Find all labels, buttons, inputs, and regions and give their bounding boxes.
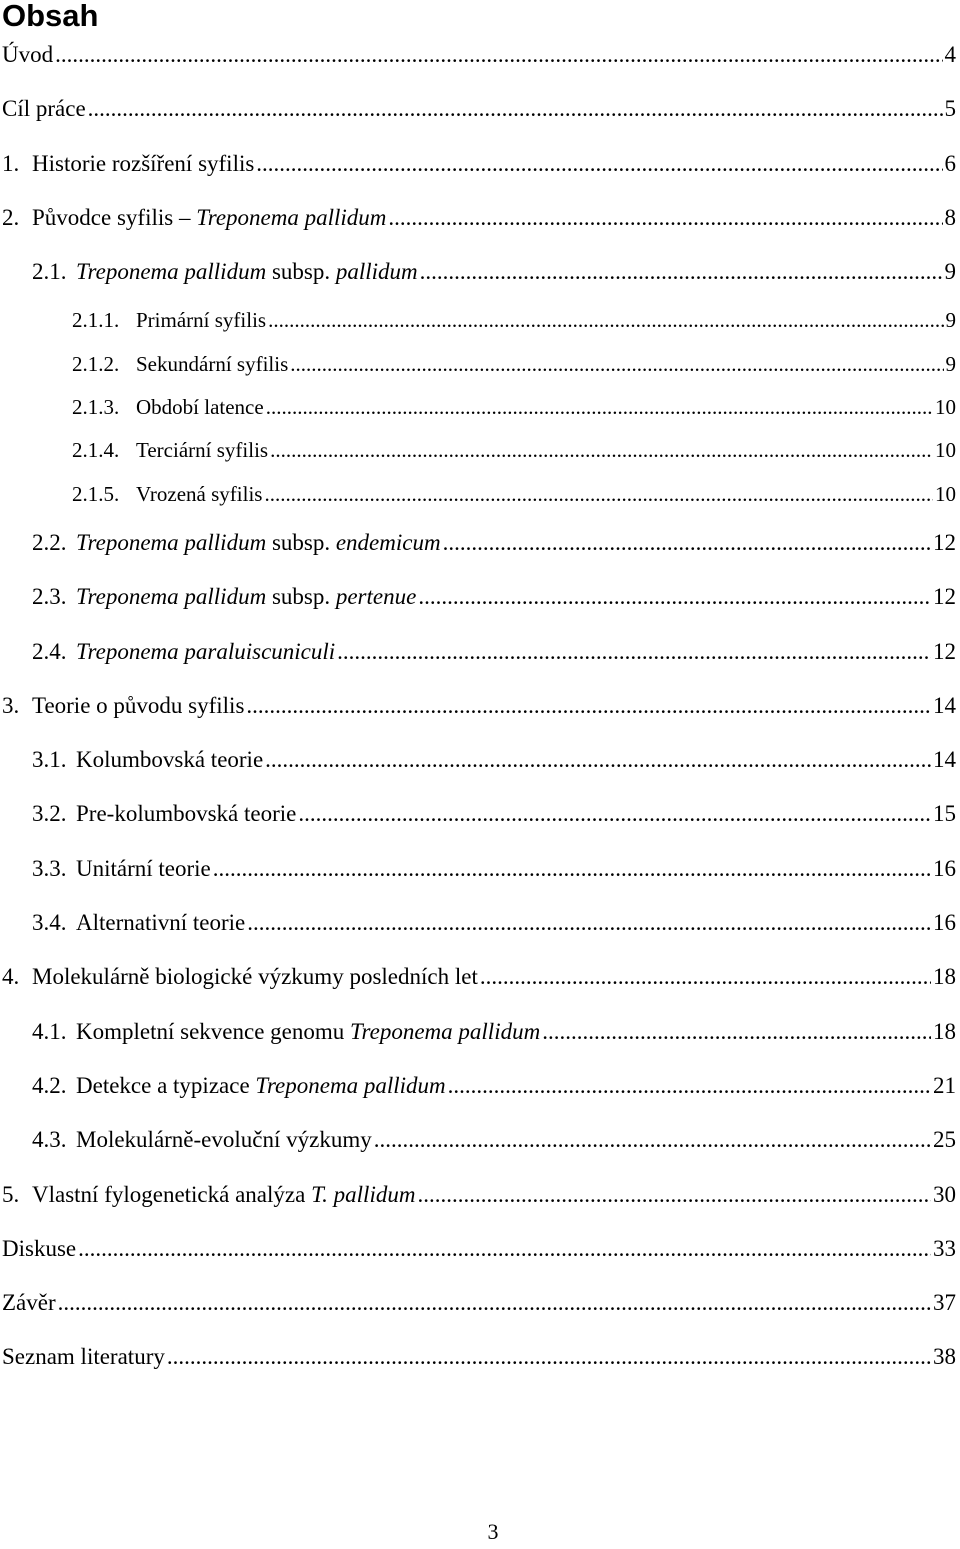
toc-entry-page: 12 [933, 516, 960, 570]
toc-entry[interactable] [0, 386, 960, 429]
toc-entry-text: T. pallidum [311, 1182, 415, 1207]
toc-dot-leader [55, 28, 942, 82]
toc-entry[interactable] [0, 191, 960, 245]
toc-dot-leader [213, 842, 931, 896]
toc-entry[interactable] [0, 896, 960, 950]
toc-entry-number: 4.1. [32, 1005, 76, 1059]
toc-entry-number: 2.1.2. [72, 343, 136, 386]
toc-entry-text: Treponema pallidum [76, 530, 266, 555]
toc-entry-label [32, 896, 245, 950]
toc-entry-page: 21 [933, 1059, 960, 1113]
toc-dot-leader [443, 516, 931, 570]
toc-dot-leader [266, 386, 933, 429]
toc-dot-leader [480, 950, 931, 1004]
toc-entry-page: 9 [945, 245, 960, 299]
toc-dot-leader [264, 473, 933, 516]
toc-entry[interactable] [0, 679, 960, 733]
toc-entry-page: 18 [933, 950, 960, 1004]
toc-entry-page: 9 [946, 343, 960, 386]
toc-dot-leader [268, 299, 943, 342]
toc-entry-page: 33 [933, 1222, 960, 1276]
toc-dot-leader [417, 1168, 931, 1222]
toc-entry-page: 6 [945, 137, 960, 191]
toc-entry-label [32, 245, 418, 299]
toc-entry-page: 16 [933, 896, 960, 950]
toc-entry-text: Detekce a typizace [76, 1073, 255, 1098]
toc-entry-text: Unitární teorie [76, 856, 211, 881]
toc-entry[interactable] [0, 137, 960, 191]
toc-entry-number: 4. [2, 950, 32, 1004]
toc-entry-label [32, 842, 211, 896]
toc-entry-label [2, 1168, 415, 1222]
toc-entry-text: Treponema pallidum [76, 259, 266, 284]
toc-entry-label [2, 1330, 165, 1384]
toc-entry[interactable] [0, 1059, 960, 1113]
toc-dot-leader [167, 1330, 931, 1384]
toc-entry-label [72, 386, 264, 429]
toc-entry-page: 9 [946, 299, 960, 342]
toc-entry-page: 12 [933, 570, 960, 624]
toc-entry[interactable] [0, 733, 960, 787]
toc-entry-label [2, 137, 254, 191]
toc-entry-number: 3.3. [32, 842, 76, 896]
toc-entry-page: 18 [933, 1005, 960, 1059]
toc-entry-text: Úvod [2, 42, 53, 67]
toc-entry-text: Pre-kolumbovská teorie [76, 801, 296, 826]
toc-dot-leader [374, 1113, 931, 1167]
toc-entry-text: Molekulárně-evoluční výzkumy [76, 1127, 372, 1152]
toc-entry[interactable] [0, 516, 960, 570]
toc-entry-text: Období latence [136, 395, 264, 419]
toc-dot-leader [298, 787, 931, 841]
toc-entry-text: Treponema pallidum [350, 1019, 540, 1044]
toc-entry-number: 5. [2, 1168, 32, 1222]
toc-entry-text: Seznam literatury [2, 1344, 165, 1369]
toc-entry-text: Terciární syfilis [136, 438, 268, 462]
toc-entry-number: 2.4. [32, 625, 76, 679]
toc-entry-page: 25 [933, 1113, 960, 1167]
toc-entry-number: 1. [2, 137, 32, 191]
toc-entry-text: Kolumbovská teorie [76, 747, 263, 772]
toc-entry[interactable] [0, 842, 960, 896]
toc-entry[interactable] [0, 28, 960, 82]
toc-entry-text: subsp. [266, 584, 336, 609]
toc-entry-label [2, 191, 386, 245]
toc-entry-label [32, 733, 263, 787]
toc-entry-text: Historie rozšíření syfilis [32, 151, 254, 176]
toc-entry-label [2, 950, 478, 1004]
toc-entry[interactable] [0, 787, 960, 841]
toc-entry-label [72, 343, 288, 386]
toc-entry[interactable] [0, 473, 960, 516]
toc-dot-leader [270, 429, 933, 472]
toc-entry[interactable] [0, 950, 960, 1004]
toc-entry[interactable] [0, 625, 960, 679]
toc-entry-label [32, 570, 416, 624]
toc-entry-text: Alternativní teorie [76, 910, 245, 935]
toc-entry-label [32, 1059, 446, 1113]
toc-entry-text: Treponema pallidum [255, 1073, 445, 1098]
toc-entry[interactable] [0, 570, 960, 624]
toc-entry-text: Cíl práce [2, 96, 86, 121]
toc-dot-leader [290, 343, 943, 386]
toc-entry-label [32, 1113, 372, 1167]
toc-entry[interactable] [0, 1168, 960, 1222]
toc-dot-leader [256, 137, 942, 191]
toc-entry-label [32, 516, 441, 570]
table-of-contents [0, 28, 960, 1385]
toc-entry-label [2, 28, 53, 82]
toc-entry-page: 16 [933, 842, 960, 896]
toc-entry-label [32, 1005, 540, 1059]
toc-entry[interactable] [0, 343, 960, 386]
toc-entry-number: 3. [2, 679, 32, 733]
toc-entry-text: Teorie o původu syfilis [32, 693, 244, 718]
toc-entry-number: 2.1. [32, 245, 76, 299]
toc-entry-page: 38 [933, 1330, 960, 1384]
toc-entry[interactable] [0, 1005, 960, 1059]
toc-entry[interactable] [0, 1113, 960, 1167]
toc-entry-page: 12 [933, 625, 960, 679]
toc-dot-leader [420, 245, 943, 299]
toc-entry-text: subsp. [266, 259, 336, 284]
toc-entry-text: pertenue [336, 584, 416, 609]
toc-entry-page: 5 [945, 82, 960, 136]
toc-dot-leader [265, 733, 931, 787]
toc-entry-label [72, 473, 262, 516]
toc-entry-text: Vlastní fylogenetická analýza [32, 1182, 311, 1207]
toc-entry-text: Primární syfilis [136, 308, 266, 332]
toc-entry-label [72, 299, 266, 342]
toc-entry-label [72, 429, 268, 472]
toc-dot-leader [78, 1222, 931, 1276]
toc-dot-leader [247, 896, 931, 950]
toc-entry-text: pallidum [336, 259, 418, 284]
toc-entry-number: 2.1.4. [72, 429, 136, 472]
toc-entry-page: 15 [933, 787, 960, 841]
toc-entry-text: Molekulárně biologické výzkumy posledních let [32, 964, 478, 989]
toc-entry-page: 8 [945, 191, 960, 245]
toc-entry-label [32, 625, 335, 679]
toc-entry-page: 10 [935, 473, 960, 516]
toc-entry-page: 14 [933, 679, 960, 733]
toc-dot-leader [337, 625, 931, 679]
toc-entry-number: 2.2. [32, 516, 76, 570]
toc-entry-number: 4.3. [32, 1113, 76, 1167]
toc-entry-number: 2.3. [32, 570, 76, 624]
toc-entry[interactable] [0, 82, 960, 136]
toc-entry-number: 3.4. [32, 896, 76, 950]
toc-entry-text: Původce syfilis – [32, 205, 196, 230]
toc-entry-number: 2.1.5. [72, 473, 136, 516]
toc-dot-leader [448, 1059, 931, 1113]
toc-entry-page: 10 [935, 386, 960, 429]
toc-entry-number: 2. [2, 191, 32, 245]
toc-entry[interactable] [0, 1330, 960, 1384]
toc-dot-leader [246, 679, 931, 733]
toc-entry-number: 4.2. [32, 1059, 76, 1113]
toc-entry-text: Treponema pallidum [196, 205, 386, 230]
toc-entry-label [2, 1222, 76, 1276]
toc-entry-page: 30 [933, 1168, 960, 1222]
toc-entry-text: Závěr [2, 1290, 56, 1315]
toc-entry-page: 10 [935, 429, 960, 472]
toc-entry-text: Treponema pallidum [76, 584, 266, 609]
toc-entry-page: 14 [933, 733, 960, 787]
toc-entry-label [2, 679, 244, 733]
page-number: 3 [0, 1515, 960, 1549]
toc-entry-text: Vrozená syfilis [136, 482, 262, 506]
toc-dot-leader [418, 570, 931, 624]
toc-entry[interactable] [0, 429, 960, 472]
toc-title: Obsah [2, 0, 98, 38]
toc-entry-text: Diskuse [2, 1236, 76, 1261]
toc-entry[interactable] [0, 299, 960, 342]
toc-dot-leader [388, 191, 942, 245]
toc-entry-number: 3.1. [32, 733, 76, 787]
toc-entry-page: 4 [945, 28, 960, 82]
toc-entry-label [32, 787, 296, 841]
toc-entry[interactable] [0, 245, 960, 299]
toc-entry-text: Sekundární syfilis [136, 352, 288, 376]
toc-dot-leader [88, 82, 943, 136]
toc-entry[interactable] [0, 1276, 960, 1330]
toc-dot-leader [58, 1276, 931, 1330]
toc-entry-number: 2.1.3. [72, 386, 136, 429]
toc-entry-page: 37 [933, 1276, 960, 1330]
toc-entry-text: endemicum [336, 530, 441, 555]
toc-entry-label [2, 82, 86, 136]
toc-entry-label [2, 1276, 56, 1330]
toc-dot-leader [542, 1005, 931, 1059]
toc-entry[interactable] [0, 1222, 960, 1276]
toc-entry-number: 3.2. [32, 787, 76, 841]
toc-entry-text: Treponema paraluiscuniculi [76, 639, 335, 664]
toc-entry-text: subsp. [266, 530, 336, 555]
toc-entry-number: 2.1.1. [72, 299, 136, 342]
toc-entry-text: Kompletní sekvence genomu [76, 1019, 350, 1044]
